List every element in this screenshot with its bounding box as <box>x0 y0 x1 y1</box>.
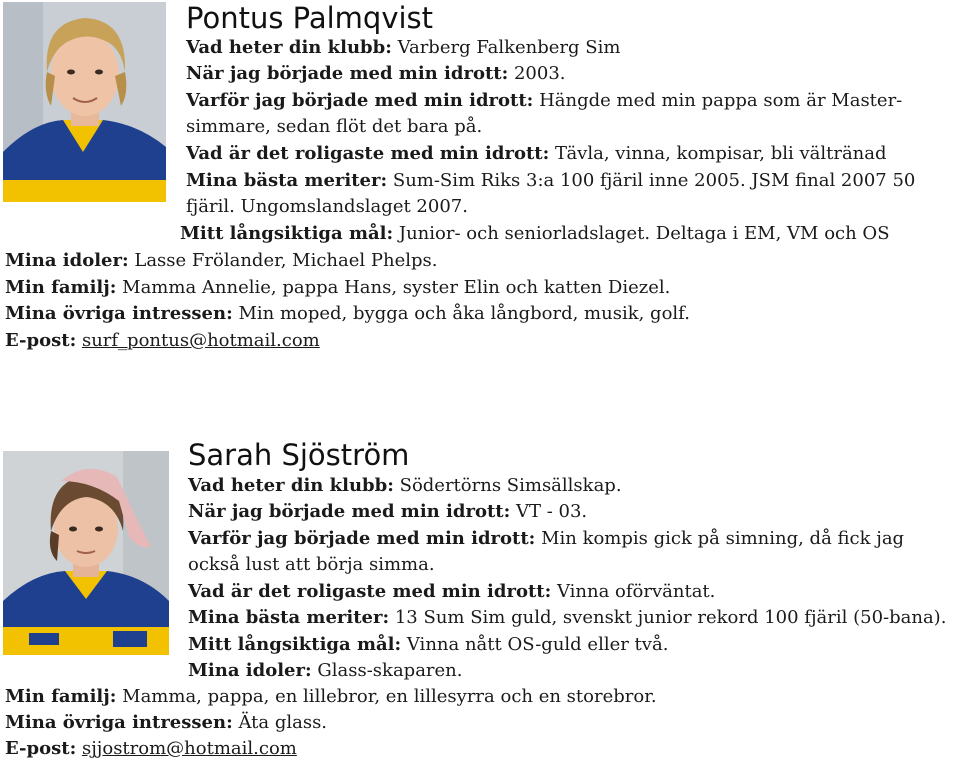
field-interests <box>5 710 327 736</box>
field-club <box>188 473 622 499</box>
field-why-started-cont: simmare, sedan flöt det bara på. <box>186 116 483 137</box>
field-label: Varför jag började med min idrott: <box>186 90 534 111</box>
field-value: Lasse Frölander, Michael Phelps. <box>134 250 438 271</box>
field-label: När jag började med min idrott: <box>186 63 509 84</box>
field-label: Varför jag började med min idrott: <box>188 528 536 549</box>
field-email <box>5 736 297 762</box>
field-label: Min familj: <box>5 686 117 707</box>
field-value: Glass-skaparen. <box>317 660 463 681</box>
profile-name: Sarah Sjöström <box>188 438 410 472</box>
field-label: Mitt långsiktiga mål: <box>188 634 402 655</box>
field-merits <box>186 168 915 194</box>
portrait-photo-sarah <box>3 451 169 655</box>
field-label: Mina idoler: <box>5 250 129 271</box>
field-label: När jag började med min idrott: <box>188 501 511 522</box>
field-value: 13 Sum Sim guld, svenskt junior rekord 100 fjäril (50-bana). <box>394 607 947 628</box>
field-email <box>5 328 320 354</box>
field-value: 2003. <box>513 63 566 84</box>
field-interests <box>5 301 690 327</box>
field-value: Vinna nått OS-guld eller två. <box>406 634 669 655</box>
email-link[interactable]: surf_pontus@hotmail.com <box>81 330 320 351</box>
field-value: Mamma Annelie, pappa Hans, syster Elin och katten Diezel. <box>122 277 671 298</box>
field-most-fun <box>188 579 715 605</box>
field-label: Mina övriga intressen: <box>5 303 233 324</box>
field-label: E-post: <box>5 738 77 759</box>
field-value: Sum-Sim Riks 3:a 100 fjäril inne 2005. JSM final 2007 50 <box>392 170 916 191</box>
field-idols <box>188 658 463 684</box>
field-label: E-post: <box>5 330 77 351</box>
field-value: Äta glass. <box>238 712 328 733</box>
field-long-term-goal <box>188 632 668 658</box>
field-value: Junior- och seniorladslaget. Deltaga i EM, VM och OS <box>398 223 890 244</box>
portrait-photo-pontus <box>3 2 166 202</box>
field-why-started-cont: också lust att börja simma. <box>188 554 435 575</box>
field-merits-cont: fjäril. Ungomslandslaget 2007. <box>186 196 468 217</box>
field-label: Mitt långsiktiga mål: <box>180 223 394 244</box>
field-why-started <box>186 88 902 114</box>
field-why-started <box>188 526 904 552</box>
field-family <box>5 275 670 301</box>
field-label: Vad är det roligaste med min idrott: <box>188 581 552 602</box>
field-value: VT - 03. <box>515 501 588 522</box>
field-start-year <box>188 499 587 525</box>
field-club <box>186 35 620 61</box>
field-value: Varberg Falkenberg Sim <box>397 37 621 58</box>
field-label: Mina övriga intressen: <box>5 712 233 733</box>
field-label: Vad heter din klubb: <box>188 475 394 496</box>
field-label: Mina bästa meriter: <box>186 170 388 191</box>
field-value: Vinna oförväntat. <box>556 581 716 602</box>
field-label: Mina bästa meriter: <box>188 607 390 628</box>
field-start-year <box>186 61 566 87</box>
field-value: Södertörns Simsällskap. <box>399 475 622 496</box>
field-family <box>5 684 657 710</box>
field-value: Tävla, vinna, kompisar, bli vältränad <box>554 143 887 164</box>
email-link[interactable]: sjjostrom@hotmail.com <box>81 738 297 759</box>
field-label: Mina idoler: <box>188 660 312 681</box>
field-label: Min familj: <box>5 277 117 298</box>
field-long-term-goal <box>180 221 890 247</box>
field-merits <box>188 605 946 631</box>
field-value: Hängde med min pappa som är Master- <box>539 90 903 111</box>
field-label: Vad heter din klubb: <box>186 37 392 58</box>
field-idols <box>5 248 437 274</box>
field-most-fun <box>186 141 887 167</box>
field-label: Vad är det roligaste med min idrott: <box>186 143 550 164</box>
profile-name: Pontus Palmqvist <box>186 1 434 35</box>
field-value: Min moped, bygga och åka långbord, musik, golf. <box>238 303 690 324</box>
field-value: Mamma, pappa, en lillebror, en lillesyrra och en storebror. <box>122 686 657 707</box>
field-value: Min kompis gick på simning, då fick jag <box>541 528 905 549</box>
